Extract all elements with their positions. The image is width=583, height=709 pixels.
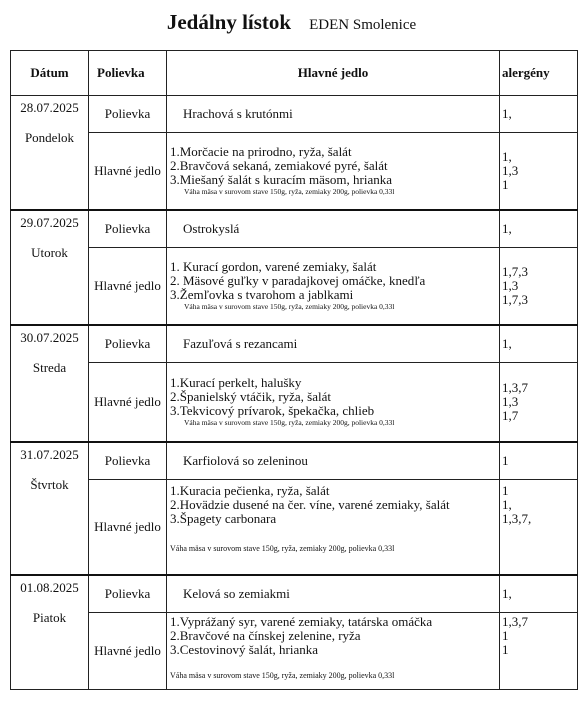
main-dish: 2.Bravčová sekaná, zemiakové pyré, šalát xyxy=(170,158,388,173)
portion-note: Váha mäsa v surovom stave 150g, ryža, zemiaky 200g, polievka 0,33l xyxy=(184,187,395,196)
main-label: Hlavné jedlo xyxy=(89,133,167,211)
soup-label: Polievka xyxy=(89,575,167,613)
day-name: Streda xyxy=(32,360,67,375)
portion-note: Váha mäsa v surovom stave 150g, ryža, zemiaky 200g, polievka 0,33l xyxy=(184,302,395,311)
soup-label: Polievka xyxy=(89,96,167,133)
day-soup-row xyxy=(11,442,578,480)
soup-name: Ostrokyslá xyxy=(167,210,500,248)
main-allergens xyxy=(500,363,578,443)
day-date: 01.08.2025 xyxy=(20,580,79,595)
day-cell xyxy=(11,210,89,325)
soup-allergens: 1 xyxy=(500,442,578,480)
main-dish: 3.Tekvicový prívarok, špekačka, chlieb xyxy=(170,403,375,418)
day-name: Utorok xyxy=(31,245,68,260)
main-dishes xyxy=(167,133,500,211)
allergen-value: 1,7,3 xyxy=(502,264,528,279)
allergen-value: 1,3 xyxy=(502,394,519,409)
column-header-main: Hlavné jedlo xyxy=(167,51,500,96)
main-dish: 1.Kuracia pečienka, ryža, šalát xyxy=(170,483,330,498)
main-label: Hlavné jedlo xyxy=(89,480,167,576)
allergen-value: 1 xyxy=(502,177,509,192)
main-dish: 3.Cestovinový šalát, hrianka xyxy=(170,642,319,657)
main-dish: 2.Španielský vtáčik, ryža, šalát xyxy=(170,389,332,404)
main-label: Hlavné jedlo xyxy=(89,248,167,326)
column-header-date: Dátum xyxy=(11,51,89,96)
column-header-allergens: alergény xyxy=(500,51,578,96)
soup-label: Polievka xyxy=(89,325,167,363)
table-header-row xyxy=(11,51,578,96)
day-soup-row xyxy=(11,325,578,363)
allergen-value: 1,3 xyxy=(502,163,519,178)
soup-allergens: 1, xyxy=(500,575,578,613)
allergen-value: 1 xyxy=(502,642,509,657)
day-date: 31.07.2025 xyxy=(20,447,79,462)
allergen-value: 1 xyxy=(502,483,509,498)
day-name: Piatok xyxy=(32,610,67,625)
allergen-value: 1,3,7 xyxy=(502,380,528,395)
soup-name: Hrachová s krutónmi xyxy=(167,96,500,133)
main-allergens xyxy=(500,133,578,211)
soup-allergens: 1, xyxy=(500,210,578,248)
day-cell xyxy=(11,575,89,690)
soup-allergens: 1, xyxy=(500,325,578,363)
allergen-value: 1 xyxy=(502,628,509,643)
portion-note: Váha mäsa v surovom stave 150g, ryža, zemiaky 200g, polievka 0,33l xyxy=(170,544,395,553)
day-name: Štvrtok xyxy=(30,477,69,492)
main-allergens xyxy=(500,480,578,576)
day-main-row xyxy=(11,363,578,443)
day-soup-row xyxy=(11,575,578,613)
day-cell xyxy=(11,325,89,442)
allergen-value: 1,3 xyxy=(502,278,519,293)
allergen-value: 1,7,3 xyxy=(502,292,528,307)
page-header xyxy=(0,10,583,35)
day-date: 28.07.2025 xyxy=(20,100,79,115)
main-allergens xyxy=(500,613,578,690)
allergen-value: 1, xyxy=(502,497,512,512)
main-dish: 2.Hovädzie dusené na čer. víne, varené zemiaky, šalát xyxy=(170,497,450,512)
allergen-value: 1,3,7, xyxy=(502,511,532,526)
main-dish: 1. Kurací gordon, varené zemiaky, šalát xyxy=(170,259,377,274)
day-cell xyxy=(11,442,89,575)
main-label: Hlavné jedlo xyxy=(89,613,167,690)
day-date: 29.07.2025 xyxy=(20,215,79,230)
main-dish: 2.Bravčové na čínskej zelenine, ryža xyxy=(170,628,361,643)
main-dish: 3.Miešaný šalát s kuracím mäsom, hrianka xyxy=(170,172,393,187)
main-dish: 3.Žemľovka s tvarohom a jablkami xyxy=(170,287,354,302)
column-header-soup: Polievka xyxy=(89,51,167,96)
allergen-value: 1,7 xyxy=(502,408,519,423)
day-main-row xyxy=(11,613,578,690)
main-dish: 2. Mäsové guľky v paradajkovej omáčke, knedľa xyxy=(170,273,426,288)
soup-name: Kelová so zemiakmi xyxy=(167,575,500,613)
soup-name: Karfiolová so zeleninou xyxy=(167,442,500,480)
day-name: Pondelok xyxy=(24,130,75,145)
allergen-value: 1, xyxy=(502,149,512,164)
main-dish: 1.Vyprážaný syr, varené zemiaky, tatárska omáčka xyxy=(170,614,433,629)
main-dishes xyxy=(167,248,500,326)
portion-note: Váha mäsa v surovom stave 150g, ryža, zemiaky 200g, polievka 0,33l xyxy=(184,418,395,427)
menu-table xyxy=(10,50,578,690)
portion-note: Váha mäsa v surovom stave 150g, ryža, zemiaky 200g, polievka 0,33l xyxy=(170,671,395,680)
day-date: 30.07.2025 xyxy=(20,330,79,345)
soup-name: Fazuľová s rezancami xyxy=(167,325,500,363)
main-allergens xyxy=(500,248,578,326)
soup-label: Polievka xyxy=(89,442,167,480)
day-soup-row xyxy=(11,210,578,248)
page-title: Jedálny lístok xyxy=(166,10,292,34)
main-dish: 3.Špagety carbonara xyxy=(170,511,277,526)
main-label: Hlavné jedlo xyxy=(89,363,167,443)
main-dishes xyxy=(167,613,500,690)
day-main-row xyxy=(11,480,578,576)
day-main-row xyxy=(11,248,578,326)
day-cell xyxy=(11,96,89,211)
allergen-value: 1,3,7 xyxy=(502,614,528,629)
day-soup-row xyxy=(11,96,578,133)
restaurant-name: EDEN Smolenice xyxy=(309,17,417,33)
main-dish: 1.Kurací perkelt, halušky xyxy=(170,375,302,390)
main-dishes xyxy=(167,363,500,443)
soup-allergens: 1, xyxy=(500,96,578,133)
main-dish: 1.Morčacie na prirodno, ryža, šalát xyxy=(170,144,352,159)
soup-label: Polievka xyxy=(89,210,167,248)
main-dishes xyxy=(167,480,500,576)
day-main-row xyxy=(11,133,578,211)
